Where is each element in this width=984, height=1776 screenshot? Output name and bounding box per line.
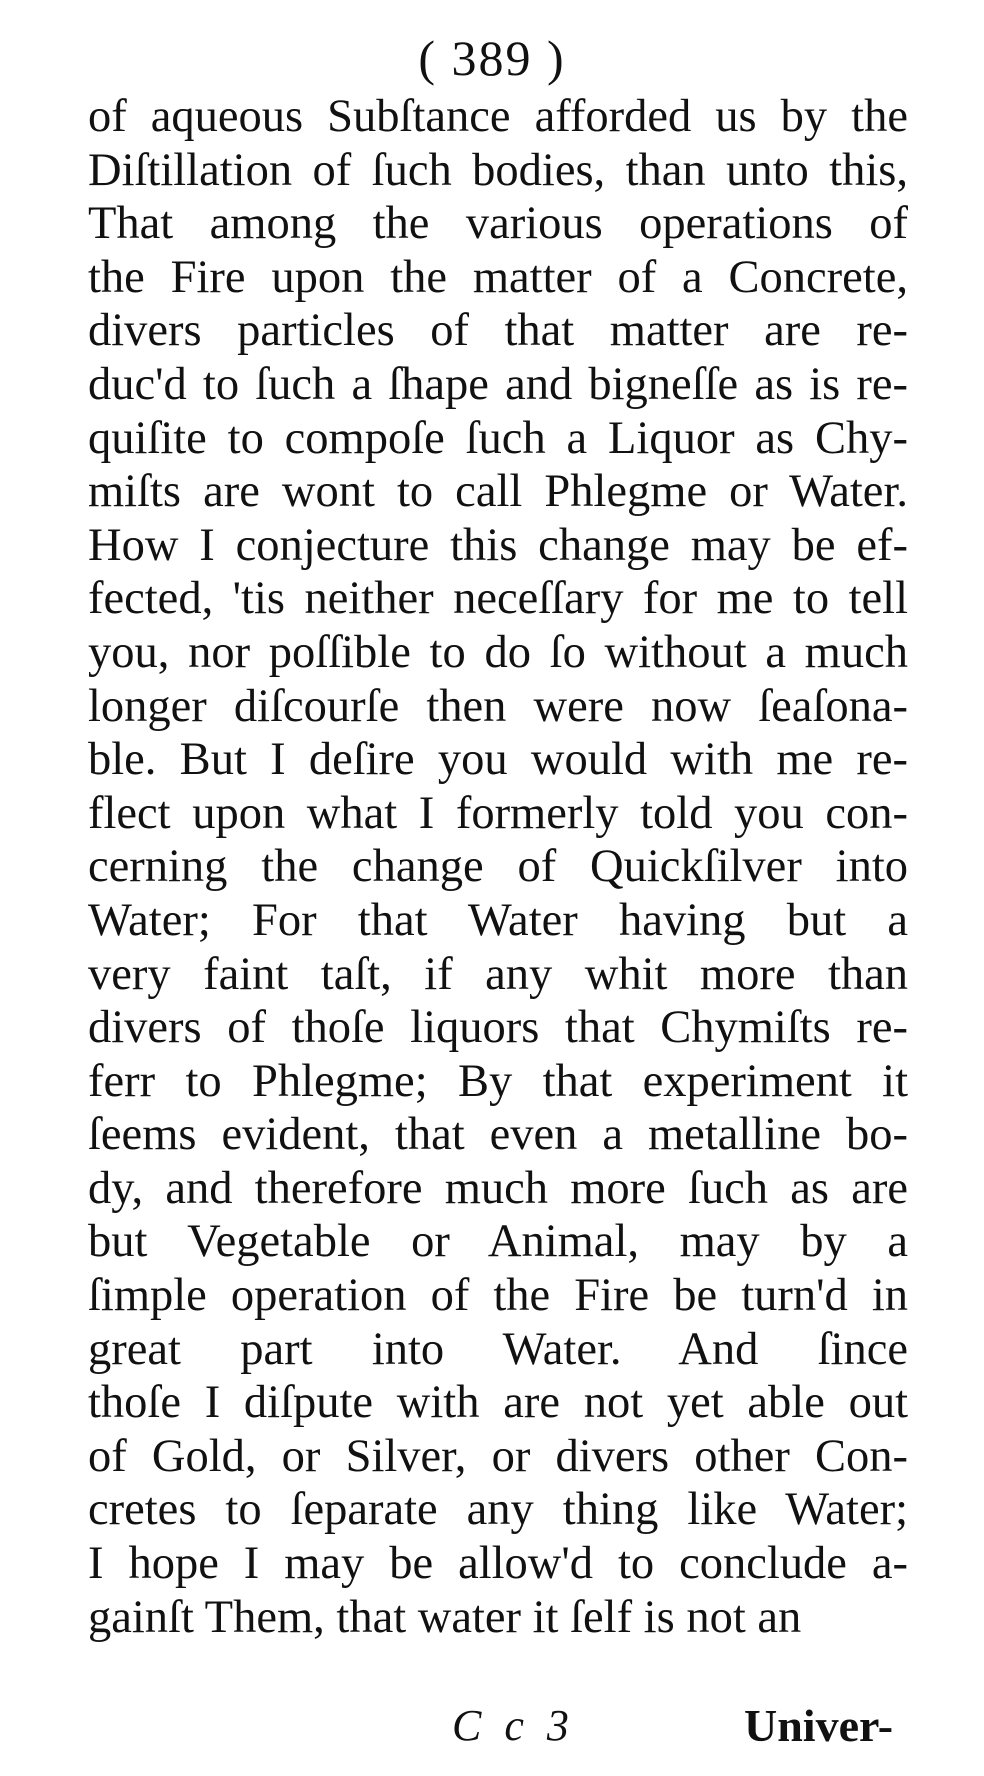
text-line: fected, 'tis neither neceſſary for me to tell	[88, 573, 908, 625]
text-line: That among the various operations of	[88, 198, 908, 250]
text-line: great part into Water. And ſince	[88, 1323, 908, 1375]
text-line: Water; For that Water having but a	[88, 894, 908, 946]
text-line: dy, and therefore much more ſuch as are	[88, 1162, 908, 1214]
text-line: ſeems evident, that even a metalline bo-	[88, 1109, 908, 1161]
text-line: divers particles of that matter are re-	[88, 305, 908, 357]
text-line: of aqueous Subſtance afforded us by the	[88, 91, 908, 142]
page-footer	[0, 1698, 984, 1758]
text-line: gainſt Them, that water it ſelf is not an	[88, 1591, 802, 1643]
text-line: the Fire upon the matter of a Concrete,	[88, 251, 908, 303]
text-line: Diſtillation of ſuch bodies, than unto this,	[88, 144, 908, 196]
text-line: thoſe I diſpute with are not yet able out	[88, 1377, 908, 1429]
page-number: ( 389 )	[418, 30, 566, 86]
text-line: but Vegetable or Animal, may by a	[88, 1216, 908, 1268]
text-line: ſimple operation of the Fire be turn'd in	[88, 1270, 908, 1322]
text-line: cretes to ſeparate any thing like Water;	[88, 1484, 908, 1536]
signature-mark: C c 3	[452, 1701, 575, 1750]
text-line: I hope I may be allow'd to conclude a-	[88, 1538, 908, 1590]
body-text	[88, 90, 908, 1644]
text-line: longer diſcourſe then were now ſeaſona-	[88, 680, 908, 732]
text-line: ble. But I deſire you would with me re-	[88, 734, 908, 786]
catchword: Univer-	[744, 1700, 894, 1751]
text-line: How I conjecture this change may be ef-	[88, 519, 908, 571]
text-line: divers of thoſe liquors that Chymiſts re-	[88, 1002, 908, 1054]
text-line: of Gold, or Silver, or divers other Con-	[88, 1430, 908, 1482]
text-line: very faint taſt, if any whit more than	[88, 948, 908, 1000]
text-line: duc'd to ſuch a ſhape and bigneſſe as is re-	[88, 358, 908, 410]
text-line: quiſite to compoſe ſuch a Liquor as Chy-	[88, 412, 908, 464]
text-line: miſts are wont to call Phlegme or Water.	[88, 466, 908, 518]
text-line: cerning the change of Quickſilver into	[88, 841, 908, 893]
text-line: flect upon what I formerly told you con-	[88, 787, 908, 839]
text-line: ferr to Phlegme; By that experiment it	[88, 1055, 908, 1107]
text-line: you, nor poſſible to do ſo without a much	[88, 626, 908, 678]
